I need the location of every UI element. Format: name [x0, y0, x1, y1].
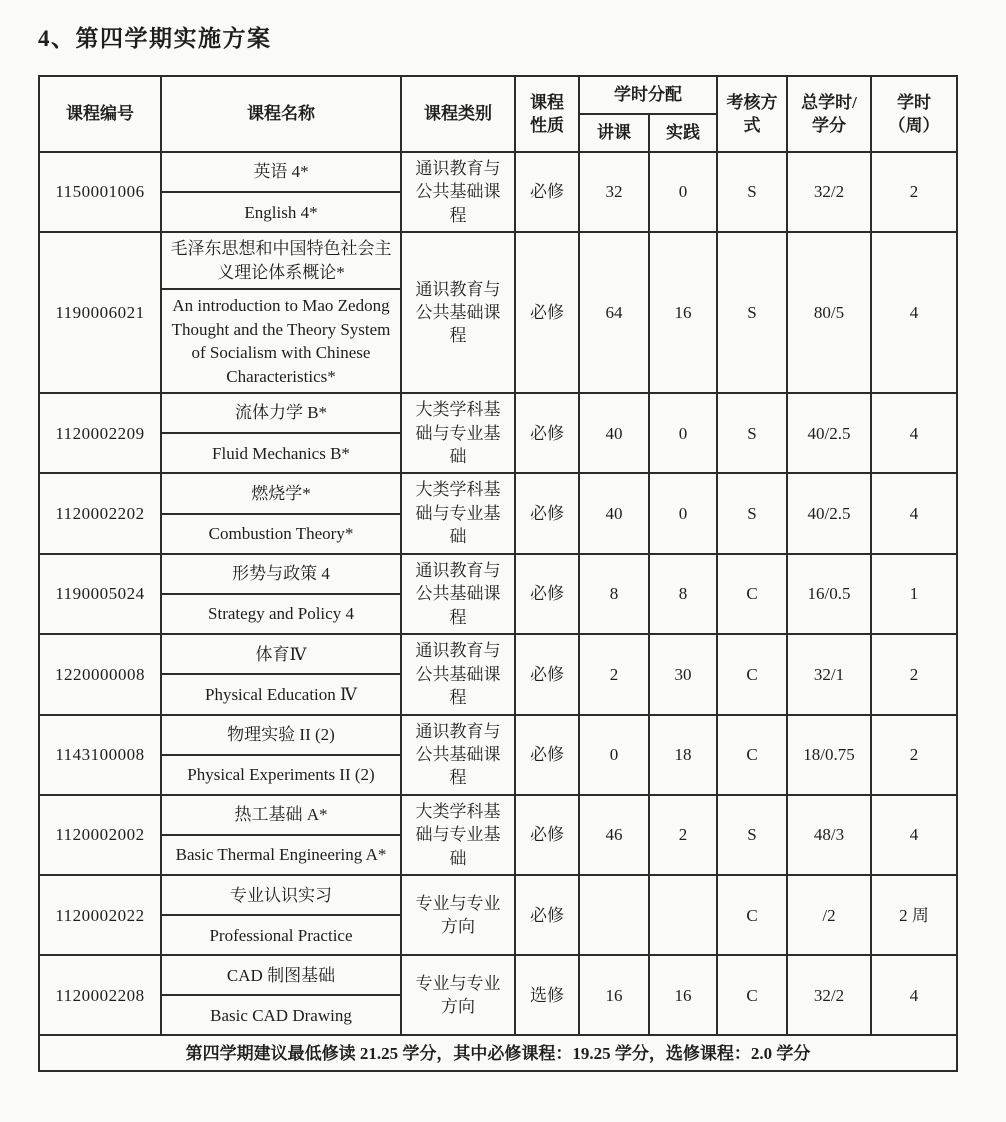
weekly-hours-cell: 4: [871, 393, 957, 473]
course-row: [39, 554, 957, 594]
course-row: [39, 795, 957, 835]
course-category-cell: 通识教育与公共基础课程: [401, 232, 515, 393]
course-name-cn-cell: 英语 4*: [161, 152, 401, 192]
course-table-body: [39, 152, 957, 1035]
course-name-en-cell: Strategy and Policy 4: [161, 594, 401, 634]
course-code-cell: 1220000008: [39, 634, 161, 714]
course-name-cn-cell: 流体力学 B*: [161, 393, 401, 433]
course-code-cell: 1150001006: [39, 152, 161, 232]
header-hours-allocation: 学时分配: [579, 76, 717, 114]
course-category-cell: 大类学科基础与专业基础: [401, 393, 515, 473]
course-name-en-cell: Professional Practice: [161, 915, 401, 955]
header-lecture-hours: 讲课: [579, 114, 649, 152]
header-course-name: 课程名称: [161, 76, 401, 152]
course-row: [39, 473, 957, 513]
total-hours-credits-cell: 40/2.5: [787, 473, 871, 553]
assessment-method-cell: C: [717, 875, 787, 955]
course-category-cell: 通识教育与公共基础课程: [401, 152, 515, 232]
course-category-cell: 通识教育与公共基础课程: [401, 634, 515, 714]
weekly-hours-cell: 2: [871, 715, 957, 795]
course-category-cell: 通识教育与公共基础课程: [401, 554, 515, 634]
course-nature-cell: 选修: [515, 955, 579, 1035]
header-weekly-hours: 学时（周）: [871, 76, 957, 152]
total-hours-credits-cell: 16/0.5: [787, 554, 871, 634]
course-name-en-cell: An introduction to Mao Zedong Thought and the Theory System of Socialism with Chinese Characteristics*: [161, 289, 401, 393]
course-nature-cell: 必修: [515, 715, 579, 795]
course-category-cell: 大类学科基础与专业基础: [401, 795, 515, 875]
summary-row: [39, 1035, 957, 1071]
header-assessment-method: 考核方式: [717, 76, 787, 152]
practice-hours-cell: 30: [649, 634, 717, 714]
course-nature-cell: 必修: [515, 393, 579, 473]
course-code-cell: 1190005024: [39, 554, 161, 634]
assessment-method-cell: C: [717, 554, 787, 634]
course-name-cn-cell: 专业认识实习: [161, 875, 401, 915]
total-hours-credits-cell: 40/2.5: [787, 393, 871, 473]
assessment-method-cell: C: [717, 715, 787, 795]
lecture-hours-cell: 40: [579, 473, 649, 553]
weekly-hours-cell: 2: [871, 634, 957, 714]
course-name-cn-cell: 体育Ⅳ: [161, 634, 401, 674]
course-name-cn-cell: 形势与政策 4: [161, 554, 401, 594]
course-category-cell: 专业与专业方向: [401, 955, 515, 1035]
practice-hours-cell: 16: [649, 955, 717, 1035]
course-row: [39, 955, 957, 995]
weekly-hours-cell: 4: [871, 955, 957, 1035]
weekly-hours-cell: 2 周: [871, 875, 957, 955]
course-row: [39, 232, 957, 289]
practice-hours-cell: 0: [649, 473, 717, 553]
lecture-hours-cell: 32: [579, 152, 649, 232]
course-code-cell: 1120002208: [39, 955, 161, 1035]
practice-hours-cell: [649, 875, 717, 955]
weekly-hours-cell: 4: [871, 473, 957, 553]
course-nature-cell: 必修: [515, 875, 579, 955]
course-name-en-cell: Fluid Mechanics B*: [161, 433, 401, 473]
practice-hours-cell: 2: [649, 795, 717, 875]
lecture-hours-cell: [579, 875, 649, 955]
course-nature-cell: 必修: [515, 634, 579, 714]
lecture-hours-cell: 40: [579, 393, 649, 473]
course-nature-cell: 必修: [515, 232, 579, 393]
lecture-hours-cell: 8: [579, 554, 649, 634]
total-hours-credits-cell: 48/3: [787, 795, 871, 875]
assessment-method-cell: S: [717, 795, 787, 875]
total-hours-credits-cell: /2: [787, 875, 871, 955]
assessment-method-cell: S: [717, 473, 787, 553]
practice-hours-cell: 18: [649, 715, 717, 795]
assessment-method-cell: C: [717, 955, 787, 1035]
assessment-method-cell: S: [717, 152, 787, 232]
course-code-cell: 1120002002: [39, 795, 161, 875]
lecture-hours-cell: 0: [579, 715, 649, 795]
header-row-1: [39, 76, 957, 114]
header-course-category: 课程类别: [401, 76, 515, 152]
course-code-cell: 1190006021: [39, 232, 161, 393]
course-name-en-cell: English 4*: [161, 192, 401, 232]
weekly-hours-cell: 2: [871, 152, 957, 232]
course-row: [39, 715, 957, 755]
course-row: [39, 875, 957, 915]
lecture-hours-cell: 64: [579, 232, 649, 393]
assessment-method-cell: S: [717, 393, 787, 473]
lecture-hours-cell: 2: [579, 634, 649, 714]
course-name-en-cell: Combustion Theory*: [161, 514, 401, 554]
weekly-hours-cell: 1: [871, 554, 957, 634]
course-name-en-cell: Basic Thermal Engineering A*: [161, 835, 401, 875]
practice-hours-cell: 16: [649, 232, 717, 393]
course-name-cn-cell: 毛泽东思想和中国特色社会主义理论体系概论*: [161, 232, 401, 289]
course-category-cell: 专业与专业方向: [401, 875, 515, 955]
total-hours-credits-cell: 80/5: [787, 232, 871, 393]
table-footer: [39, 1035, 957, 1071]
course-code-cell: 1120002022: [39, 875, 161, 955]
course-nature-cell: 必修: [515, 473, 579, 553]
course-row: [39, 152, 957, 192]
table-header: [39, 76, 957, 152]
course-nature-cell: 必修: [515, 795, 579, 875]
course-code-cell: 1120002209: [39, 393, 161, 473]
course-name-en-cell: Basic CAD Drawing: [161, 995, 401, 1035]
header-practice-hours: 实践: [649, 114, 717, 152]
course-name-cn-cell: 燃烧学*: [161, 473, 401, 513]
weekly-hours-cell: 4: [871, 232, 957, 393]
course-code-cell: 1120002202: [39, 473, 161, 553]
course-name-cn-cell: 热工基础 A*: [161, 795, 401, 835]
total-hours-credits-cell: 32/2: [787, 152, 871, 232]
assessment-method-cell: S: [717, 232, 787, 393]
total-hours-credits-cell: 32/1: [787, 634, 871, 714]
course-row: [39, 634, 957, 674]
header-course-code: 课程编号: [39, 76, 161, 152]
header-course-nature: 课程性质: [515, 76, 579, 152]
header-total-hours-credits: 总学时/学分: [787, 76, 871, 152]
course-row: [39, 393, 957, 433]
lecture-hours-cell: 46: [579, 795, 649, 875]
total-hours-credits-cell: 18/0.75: [787, 715, 871, 795]
course-nature-cell: 必修: [515, 152, 579, 232]
practice-hours-cell: 0: [649, 152, 717, 232]
course-code-cell: 1143100008: [39, 715, 161, 795]
semester4-course-table: [38, 75, 958, 1072]
course-name-en-cell: Physical Education Ⅳ: [161, 674, 401, 714]
course-name-en-cell: Physical Experiments II (2): [161, 755, 401, 795]
course-category-cell: 大类学科基础与专业基础: [401, 473, 515, 553]
practice-hours-cell: 0: [649, 393, 717, 473]
assessment-method-cell: C: [717, 634, 787, 714]
course-nature-cell: 必修: [515, 554, 579, 634]
practice-hours-cell: 8: [649, 554, 717, 634]
total-hours-credits-cell: 32/2: [787, 955, 871, 1035]
course-category-cell: 通识教育与公共基础课程: [401, 715, 515, 795]
weekly-hours-cell: 4: [871, 795, 957, 875]
course-name-cn-cell: CAD 制图基础: [161, 955, 401, 995]
minimum-credits-summary: 第四学期建议最低修读 21.25 学分，其中必修课程：19.25 学分，选修课程：2.0 学分: [39, 1035, 957, 1071]
lecture-hours-cell: 16: [579, 955, 649, 1035]
page-title: 4、第四学期实施方案: [38, 26, 272, 51]
course-name-cn-cell: 物理实验 II (2): [161, 715, 401, 755]
